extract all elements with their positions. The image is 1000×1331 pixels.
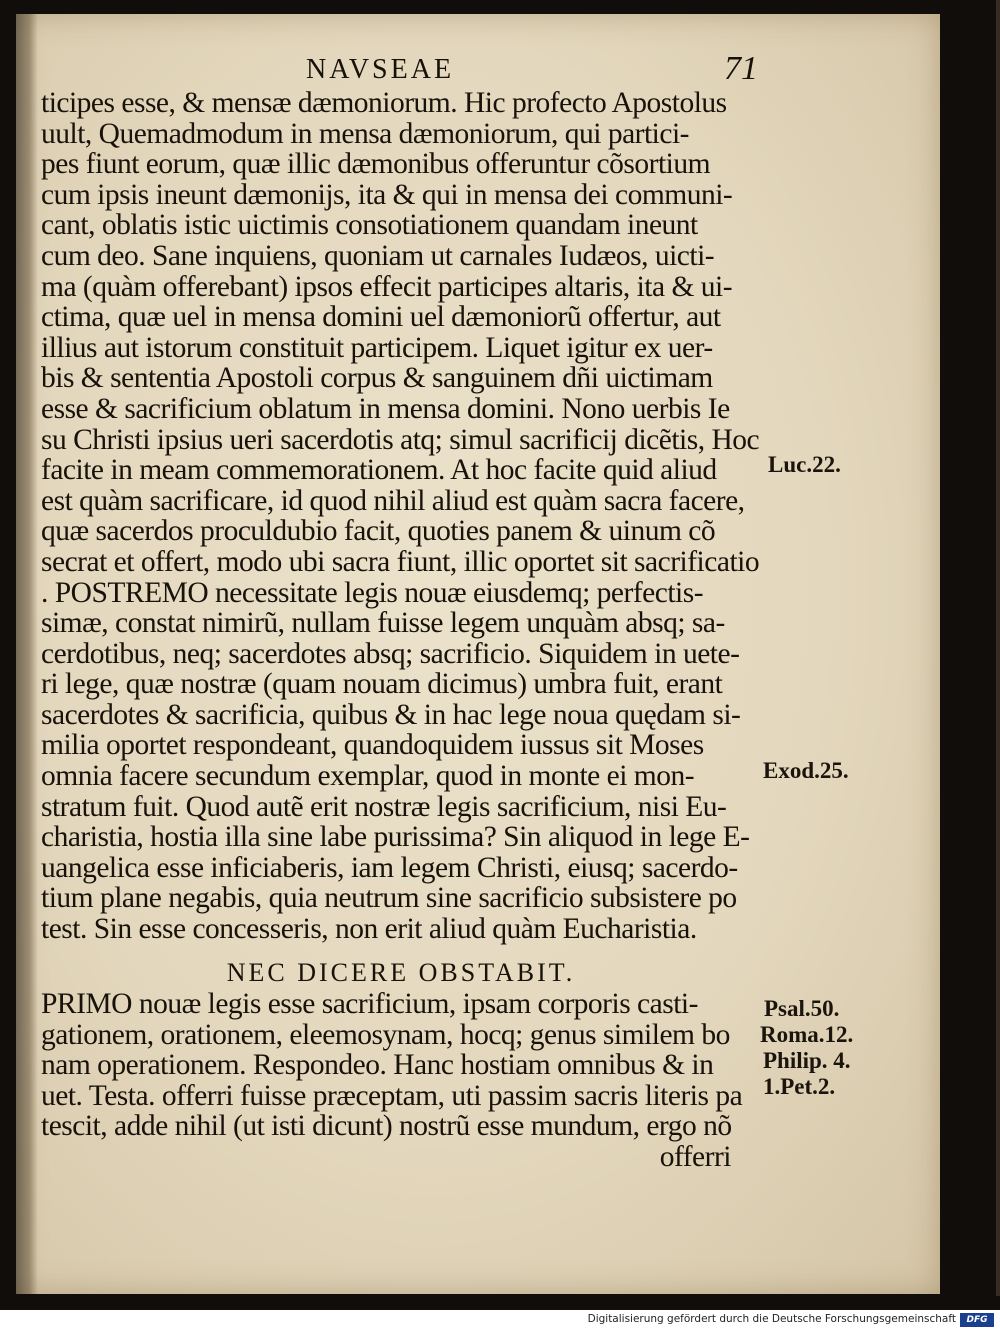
margin-note: Luc.22.: [768, 452, 841, 477]
text-line: cerdotibus, neq; sacerdotes absq; sacrificio. Siquidem in uete-: [41, 637, 740, 670]
text-line: cum ipsis ineunt dæmonijs, ita & qui in mensa dei communi-: [41, 178, 733, 211]
section-heading: NEC DICERE OBSTABIT.: [226, 958, 576, 987]
text-line: uet. Testa. offerri fuisse præceptam, uti passim sacris literis pa: [41, 1079, 743, 1112]
text-line: pes fiunt eorum, quæ illic dæmonibus offeruntur cõsortium: [41, 148, 711, 181]
gutter-shadow: [16, 14, 38, 1294]
text-line: . POSTREMO necessitate legis nouæ eiusdemq; perfectis-: [41, 576, 704, 609]
second-paragraph: [41, 989, 791, 1173]
text-line: ticipes esse, & mensæ dæmoniorum. Hic profecto Apostolus: [41, 87, 727, 119]
main-text: [41, 88, 791, 945]
text-line: omnia facere secundum exemplar, quod in monte ei mon-: [41, 760, 695, 793]
funding-credit: Digitalisierung gefördert durch die Deutsche Forschungsgemeinschaft: [587, 1313, 956, 1325]
text-line: illius aut istorum constituit participem. Liquet igitur ex uer-: [41, 331, 713, 364]
dfg-logo: DFG: [960, 1313, 994, 1327]
text-line: charistia, hostia illa sine labe purissima? Sin aliquod in lege E-: [41, 821, 750, 854]
text-line: facite in meam commemorationem. At hoc facite quid aliud: [41, 454, 717, 487]
text-line: test. Sin esse concesseris, non erit aliud quàm Eucharistia.: [41, 913, 697, 946]
page-number: 71: [724, 50, 758, 87]
margin-note: Exod.25.: [763, 758, 849, 783]
text-line: bis & sententia Apostoli corpus & sanguinem dñi uictimam: [41, 362, 713, 395]
text-line: esse & sacrificium oblatum in mensa domini. Nono uerbis Ie: [41, 392, 730, 425]
book-page: [16, 14, 940, 1294]
text-line: ri lege, quæ nostræ (quam nouam dicimus) umbra fuit, erant: [41, 668, 723, 701]
footer-bar: [0, 1310, 1000, 1331]
text-line: su Christi ipsius ueri sacerdotis atq; simul sacrificij dicẽtis, Hoc: [41, 423, 760, 456]
margin-note: 1.Pet.2.: [763, 1074, 836, 1099]
text-line: uangelica esse inficiaberis, iam legem Christi, eiusq; sacerdo-: [41, 851, 738, 884]
text-line: ctima, quæ uel in mensa domini uel dæmoniorũ offertur, aut: [41, 301, 721, 334]
catchword: offerri: [659, 1140, 731, 1173]
margin-note: Philip. 4.: [763, 1048, 851, 1073]
text-line: cant, oblatis istic uictimis consotiationem quandam ineunt: [41, 209, 698, 242]
text-line: quæ sacerdos proculdubio facit, quoties panem & uinum cõ: [41, 515, 716, 548]
margin-note: Roma.12.: [760, 1022, 854, 1047]
text-line: stratum fuit. Quod autẽ erit nostræ legis sacrificium, nisi Eu-: [41, 790, 727, 823]
text-line: milia oportet respondeant, quandoquidem iussus sit Moses: [41, 729, 704, 762]
text-line: uult, Quemadmodum in mensa dæmoniorum, qui partici-: [41, 117, 689, 150]
text-line: nam operationem. Respondeo. Hanc hostiam omnibus & in: [41, 1049, 714, 1082]
text-line: est quàm sacrificare, id quod nihil aliud est quàm sacra facere,: [41, 484, 745, 517]
text-line: simæ, constat nimirũ, nullam fuisse legem unquàm absq; sa-: [41, 607, 725, 640]
text-line: gationem, orationem, eleemosynam, hocq; genus similem bo: [41, 1018, 730, 1051]
text-line: sacerdotes & sacrificia, quibus & in hac lege noua quędam si-: [41, 698, 741, 731]
text-line: tium plane negabis, quia neutrum sine sacrificio subsistere po: [41, 882, 737, 915]
text-line: tescit, adde nihil (ut isti dicunt) nostrũ esse mundum, ergo nõ: [41, 1110, 732, 1143]
text-line: PRIMO nouæ legis esse sacrificium, ipsam corporis casti-: [41, 988, 698, 1020]
margin-note: Psal.50.: [764, 996, 840, 1021]
text-line: ma (quàm offerebant) ipsos effecit participes altaris, ita & ui-: [41, 270, 733, 303]
book-edge: [996, 0, 1000, 1296]
text-line: cum deo. Sane inquiens, quoniam ut carnales Iudæos, uicti-: [41, 239, 715, 272]
running-title: NAVSEAE: [306, 54, 455, 85]
text-line: secrat et offert, modo ubi sacra fiunt, illic oportet sit sacrificatio: [41, 545, 760, 578]
